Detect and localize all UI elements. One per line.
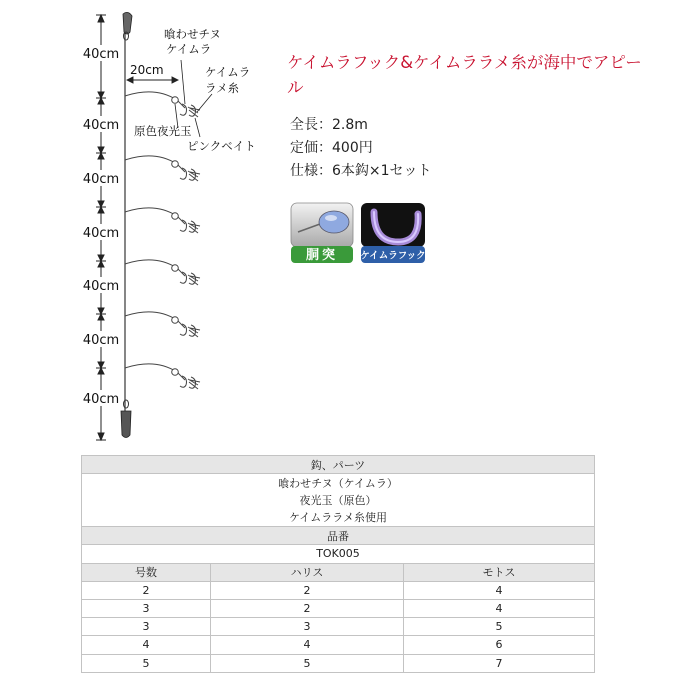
callout-bait: ピンクベイト	[187, 139, 256, 153]
parts-header: 鈎、パーツ	[82, 456, 595, 474]
parts-item: 夜光玉（原色）	[299, 493, 377, 507]
spacing-label: 40cm	[82, 172, 120, 187]
spec-price	[290, 137, 432, 160]
leader-cell: 4	[211, 636, 404, 654]
table-row	[82, 581, 595, 599]
table-row	[82, 636, 595, 654]
column-header: モトス	[404, 563, 595, 581]
product-table	[81, 455, 595, 673]
size-cell: 3	[82, 618, 211, 636]
product-code: TOK005	[82, 545, 595, 563]
uv-hook-badge-label: ケイムラフック	[360, 250, 426, 262]
spacing-label: 40cm	[82, 279, 120, 294]
mainline-cell: 7	[404, 654, 595, 672]
spec-spec	[290, 160, 432, 183]
spec-label: 仕様：	[290, 163, 332, 179]
column-header: ハリス	[211, 563, 404, 581]
column-header: 号数	[82, 563, 211, 581]
mainline-cell: 4	[404, 581, 595, 599]
branch-4	[125, 260, 200, 285]
headline: ケイムラフック&ケイムララメ糸が海中でアピール	[287, 53, 642, 97]
spacing-label: 40cm	[82, 226, 120, 241]
code-header: 品番	[82, 527, 595, 545]
table-row	[82, 599, 595, 617]
mainline-cell: 6	[404, 636, 595, 654]
branch-1	[125, 92, 200, 117]
parts-item: 喰わせチヌ（ケイムラ）	[278, 476, 398, 490]
spacing-label: 40cm	[82, 392, 120, 407]
branch-length-dimension	[127, 77, 178, 83]
branch-length-label: 20cm	[130, 63, 164, 77]
parts-item: ケイムララメ糸使用	[289, 510, 387, 524]
spec-label: 全長：	[290, 117, 332, 133]
swivel-icon	[121, 400, 131, 438]
spacing-label: 40cm	[82, 118, 120, 133]
callout-hook: 喰わせチヌ	[164, 27, 221, 41]
leader-cell: 2	[211, 599, 404, 617]
spec-value: 400円	[332, 140, 373, 156]
rig-diagram	[0, 0, 280, 450]
branch-3	[125, 208, 200, 233]
spacing-label: 40cm	[82, 47, 120, 62]
spec-label: 定価：	[290, 140, 332, 156]
branch-2	[125, 156, 200, 181]
callout-bead: 原色夜光玉	[134, 124, 192, 138]
mainline-cell: 5	[404, 618, 595, 636]
branch-5	[125, 312, 200, 337]
leader-cell: 3	[211, 618, 404, 636]
spacing-label: 40cm	[82, 333, 120, 348]
branch-6	[125, 364, 200, 389]
size-cell: 4	[82, 636, 211, 654]
size-cell: 2	[82, 581, 211, 599]
table-row	[82, 618, 595, 636]
leader-cell: 2	[211, 581, 404, 599]
callout-thread: ケイムラ	[205, 65, 251, 79]
callout-hook-sub: ケイムラ	[166, 42, 212, 56]
spec-list	[290, 114, 432, 183]
leader-cell: 5	[211, 654, 404, 672]
sinker-badge-label: 胴突	[305, 248, 339, 263]
spec-length	[290, 114, 432, 137]
spec-value: 2.8m	[332, 117, 368, 133]
parts-list	[82, 474, 595, 527]
callout-thread-sub: ラメ糸	[205, 81, 240, 95]
uv-hook-badge-icon	[360, 203, 425, 263]
size-cell: 3	[82, 599, 211, 617]
size-cell: 5	[82, 654, 211, 672]
spec-value: 6本鈎×1セット	[332, 163, 432, 179]
mainline-cell: 4	[404, 599, 595, 617]
sinker-badge-icon	[291, 203, 353, 263]
feature-badges	[290, 202, 430, 264]
table-row	[82, 654, 595, 672]
